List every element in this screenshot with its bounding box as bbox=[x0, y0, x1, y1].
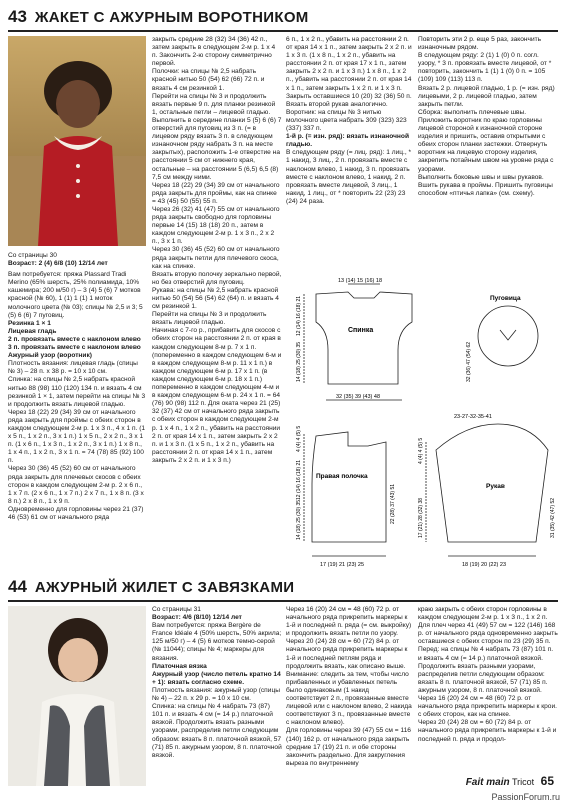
paragraph: Повторить эти 2 р. еще 5 раз, закончить изнаночным рядом. bbox=[418, 36, 542, 52]
sleeve-pattern bbox=[426, 424, 548, 556]
paragraph: Через 18 (22) 29 (34) 39 см от начального ряда закрыть для проймы, как на спинке = 43 (45) 50 (55) 55 п. bbox=[152, 181, 280, 205]
front-right-dim: 22 (28) 37 (43) 51 bbox=[390, 483, 396, 524]
paragraph: Возраст: 2 (4) 6/8 (10) 12/14 лет bbox=[8, 260, 108, 268]
paragraph: Полочки: на спицы № 2,5 набрать красной нитью 50 (54) 62 (66) 72 п. и вязать 4 см резинкой 1. bbox=[152, 68, 265, 92]
front-label: Правая полочка bbox=[316, 473, 368, 480]
paragraph: Вам потребуется: пряжа Plassard Tradi Merino (65% шерсть, 25% полиамида, 10% кашемира; 200 м/50 г) – 3 (4) 5 (6) 7 мотков красной (№ 60), 1 (1) 1 (1) 1 моток молочного цвета (№ 03); спицы № 2,5 и 3; 5 (5) 6 (6) 7 пуговиц. bbox=[8, 271, 143, 319]
pattern-diagrams bbox=[286, 274, 558, 572]
divider bbox=[8, 600, 558, 602]
section-title: АЖУРНЫЙ ЖИЛЕТ С ЗАВЯЗКАМИ bbox=[34, 578, 295, 596]
paragraph: Перейти на спицы № 3 и продолжить вязать первые 9 п. для планки резинкой 1, остальные петли – лицевой гладью. bbox=[152, 92, 276, 116]
back-left-dim-2: 14 (18) 25 (30) 35 bbox=[296, 341, 302, 382]
watermark: PassionForum.ru bbox=[491, 792, 560, 802]
paragraph: Возраст: 4/6 (8/10) 12/14 лет bbox=[152, 614, 242, 622]
divider bbox=[8, 30, 558, 32]
page-number: 65 bbox=[540, 774, 554, 788]
paragraph: Через 30 (36) 45 (52) 60 см от начального ряда закрыть петли для плечевого скоса, как на спинке. bbox=[152, 246, 280, 270]
magazine-name: Tricot bbox=[511, 777, 535, 787]
front-pattern bbox=[304, 432, 386, 556]
paragraph: Плотность вязания: ажурный узор (спицы № 4) – 22 п. х 29 р. = 10 х 10 см. bbox=[152, 686, 280, 703]
paragraph: Через 20 (24) 28 см = 60 (72) 84 р. от начального ряда прикрепить маркеры к 1-й и последней п. ряда и продол- bbox=[418, 719, 557, 743]
back-pattern bbox=[304, 284, 412, 400]
paragraph: закрыть средние 28 (32) 34 (36) 42 п., затем закрыть в следующем 2-м р. 1 х 4 п. Закончить 2-ю сторону симметрично первой. bbox=[152, 36, 276, 68]
text-column-1 bbox=[8, 252, 146, 570]
paragraph: Ажурный узор (воротник) bbox=[8, 352, 92, 360]
paragraph: 6 п., 1 х 2 п., убавить на расстоянии 2 п. от края 14 х 1 п., затем закрыть 2 х 2 п. и 1 х 3 п. (1 х 8 п., 1 х 2 п., убавить на расстоянии 2 п. от края 17 х 1 п., затем закрыть 2 х 2 п. и 1 х 3 п.) 1 х 8 п., 1 х 2 п., убавить на расстоянии 2 п. от края 14 х 1 п., затем закрыть 1 х 2 п. и 1 х 3 п. Закрыть оставшиеся 10 (20) 32 (36) 50 п. bbox=[286, 36, 412, 100]
button-label: Пуговица bbox=[490, 295, 521, 302]
section-header-44 bbox=[8, 576, 294, 598]
paragraph: Спинка: на спицы № 4 набрать 73 (87) 101 п. и вязать 4 см (= 14 р.) платочной вязкой. Продолжить вязать разными узорами, распределив петли следующим образом: вязать 8 п. платочной вязкой, 57 (71) 85 п. ажурным узором, 8 п. платочной вязкой. bbox=[152, 703, 282, 759]
paragraph: Резинка 1 × 1 bbox=[8, 319, 51, 327]
text-column-3 bbox=[286, 36, 412, 272]
button-side-dim: 32 (36) 47 (54) 62 bbox=[466, 341, 472, 382]
text-column-4 bbox=[418, 36, 558, 272]
page-footer bbox=[466, 774, 554, 788]
text-column-6 bbox=[286, 606, 412, 782]
paragraph: Перед: на спицы № 4 набрать 73 (87) 101 п. и вязать 4 см (= 14 р.) платочной вязкой. Продолжить вязать разными узорами, распределив петли следующим образом: вязать 8 п. платочной вязкой, 57 (71) 85 п. ажурным узором, 8 п. платочной вязкой. bbox=[418, 646, 554, 694]
paragraph: Со страницы 31 bbox=[152, 606, 201, 613]
paragraph: В следующем ряду (= лиц. ряд): 1 лиц., * 1 накид, 3 лиц., 2 п. провязать вместе с наклоном влево, 1 накид, 3 п. провязать вместе с наклоном влево, 1 накид, 2 п. провязать вместе лицевой, 3 лиц., 1 накид, 1 лиц., от * повторить 22 (23) 23 (24) 24 раза. bbox=[286, 149, 412, 205]
paragraph: Со страницы 30 bbox=[8, 252, 57, 259]
section-header-43 bbox=[8, 6, 309, 28]
paragraph: Выполнить в середине планки 5 (5) 6 (6) 7 отверстий для пуговиц из 3 п. (= в лицевом ряду вязать 3 п. в следующем изнаночном ряду набрать 3 п. на месте закрытых), расположить 1-е отверстие на расстоянии 5 см от нижнего края, остальные – на расстоянии 5 (6,5) 6,5 (8) 7,5 см между ними. bbox=[152, 116, 282, 181]
paragraph: Вязать второй рукав аналогично. bbox=[286, 100, 388, 108]
paragraph: В следующем ряду: 2 (1) 1 (0) 0 п. согл. узору, * 3 п. провязать вместе лицевой, от * повторить, закончить 1 (1) 1 (0) 0 п. = 105 (109) 109 (113) 113 п. bbox=[418, 52, 552, 84]
paragraph: Плотность вязания: лицевая гладь (спицы № 3) – 28 п. х 38 р. = 10 х 10 см. bbox=[8, 360, 138, 376]
back-label: Спинка bbox=[348, 327, 374, 334]
button-diagram bbox=[478, 306, 538, 366]
front-bottom-dim: 17 (19) 21 (23) 25 bbox=[320, 562, 365, 568]
paragraph: Через 16 (20) 24 см = 48 (60) 72 р. от начального ряда прикрепить маркеры к крои. с обеих сторон, как на спинке. bbox=[418, 695, 557, 719]
text-column-7 bbox=[418, 606, 558, 766]
front-left-dim-3: 14 (18) 25 (30) 35 bbox=[296, 499, 302, 540]
front-left-dim-1: 4 (4) 4 (5) 5 bbox=[296, 425, 302, 452]
paragraph: Через 18 (22) 29 (34) 39 см от начального ряда закрыть для проймы с обеих сторон в каждом следующем 2-м р. 1 х 3 п., 4 х 1 п. (1 х 5 п., 1 х 2 п., 3 х 1 п.) 1 х 5 п., 2 х 2 п., 3 х 1 п. (1 х 6 п., 1 х 3 п., 1 х 2 п., 3 х 1 п.) 1 х 8 п., 1 х 4 п., 1 х 2 п., 3 х 1 п. = 74 (78) 85 (92) 100 п. bbox=[8, 408, 146, 465]
paragraph: Через 16 (20) 24 см = 48 (60) 72 р. от начального ряда прикрепить маркеры к 1-й и последней п. ряда (= см. выкройку) и продолжить вязать петли по узору. bbox=[286, 606, 412, 638]
sleeve-label: Рукав bbox=[486, 483, 505, 490]
paragraph: Вам потребуется: пряжа Bergère de France Idéale 4 (50% шерсть, 50% акрила; 125 м/50 г) – 4 (5) 6 мотков темно-серой (№ 11044); спицы № 4; маркеры для вязания. bbox=[152, 622, 282, 662]
section-number: 44 bbox=[8, 577, 27, 596]
sleeve-bottom-dim: 18 (19) 20 (22) 23 bbox=[462, 562, 507, 568]
sleeve-top-dim: 23-27-32-35-41 bbox=[454, 414, 492, 420]
brand-logo: Fait main bbox=[465, 777, 510, 788]
paragraph: Рукава: на спицы № 2,5 набрать красной нитью 50 (54) 56 (54) 62 (64) п. и вязать 4 см резинкой 1. bbox=[152, 286, 279, 311]
sleeve-right-dim: 31 (35) 42 (47) 52 bbox=[550, 497, 556, 538]
front-left-dim-2: 12 (14) 16 (18) 21 bbox=[296, 459, 302, 500]
paragraph: Сборка: выполнить плечевые швы. Приложить воротник по краю горловины лицевой стороной к изнаночной стороне изделия и пришить, оставив открытыми с обеих сторон планки застежки. Отвернуть воротник на лицевую сторону изделия, закрепить потайным швом на уровне ряда с узорами. bbox=[418, 108, 554, 173]
paragraph: Через 30 (36) 45 (52) 60 см от начального ряда закрыть для плечевых скосов с обеих сторон в каждом следующем 2-м р. 2 х 6 п., 1 х 7 п. (2 х 6 п., 1 х 7 п.) 2 х 7 п., 1 х 8 п. (3 х 8 п.) 2 х 8 п., 1 х 9 п. bbox=[8, 465, 144, 505]
paragraph: 1-й р. (= изн. ряд): вязать изнаночной гладью. bbox=[286, 133, 409, 149]
back-bottom-dim: 32 (35) 39 (43) 48 bbox=[336, 394, 381, 400]
paragraph: Внимание: следить за тем, чтобы число прибавленных и убавленных петель было одинаковым (1 накид соответствует 2 п., провязанные вместе лицевой или с наклоном влево, 2 накида соответствуют 3 п., провязанные вместе с наклоном влево). bbox=[286, 670, 412, 727]
sleeve-left-dim-1: 4 (4) 4 (5) 5 bbox=[418, 437, 424, 464]
paragraph: Вязать 2 р. лицевой гладью, 1 р. (= изн. ряд) лицевыми, 2 р. лицевой гладью, затем закрыть петли. bbox=[418, 84, 555, 108]
paragraph: Одновременно для горловины через 21 (37) 46 (53) 61 см от начального ряда bbox=[8, 505, 144, 521]
section-title: ЖАКЕТ С АЖУРНЫМ ВОРОТНИКОМ bbox=[34, 8, 309, 26]
paragraph: 2 п. провязать вместе с наклоном влево bbox=[8, 335, 141, 343]
paragraph: 3 п. провязать вместе с наклоном влево bbox=[8, 344, 141, 352]
paragraph: Начиная с 7-го р., прибавить для скосов с обеих сторон на расстоянии 2 п. от края в каждом следующем 8-м р. 7 х 1 п. (попеременно в каждом следующем 6-м и в каждом следующем 8-м р. 11 х 1 п.) в каждом следующем 6-м р. 17 х 1 п. (в каждом следующем 6-м р. 18 х 1 п.) попеременно в каждом следующем 4-м и в каждом следующем 6-м р. 24 х 1 п. = 64 (76) 90 (98) 112 п. Для оката через 21 (25) 32 (37) 42 см от начального ряда закрыть с обеих сторон в каждом следующем 2-м р. 1 х 4 п., 1 х 2 п., убавить на расстоянии 2 п. от края 14 х 1 п., затем закрыть 2 х 2 п. и 1 х 3 п. (1 х 5 п., 1 х 2 п., убавить на расстоянии 2 п. от края 14 х 1 п., затем закрыть 2 х 2 п. и 1 х 3 п.) bbox=[152, 327, 282, 464]
sleeve-left-dim-2: 17 (21) 28 (32) 38 bbox=[418, 497, 424, 538]
paragraph: Выполнить боковые швы и швы рукавов. Вшить рукава в проймы. Пришить пуговицы способом «птичья лапка» (см. схему). bbox=[418, 173, 553, 197]
paragraph: Лицевая гладь bbox=[8, 327, 57, 335]
section-number: 43 bbox=[8, 7, 27, 26]
paragraph: Воротник: на спицы № 3 нитью молочного цвета набрать 309 (323) 323 (337) 337 п. bbox=[286, 108, 407, 133]
text-column-2 bbox=[152, 36, 282, 570]
paragraph: Ажурный узор (число петель кратно 14 + 1): вязать согласно схеме. bbox=[152, 670, 281, 686]
back-top-dim: 13 (14) 15 (16) 18 bbox=[338, 278, 383, 284]
paragraph: Платочная вязка bbox=[152, 662, 207, 670]
paragraph: Перейти на спицы № 3 и продолжить вязать лицевой гладью. bbox=[152, 311, 267, 327]
paragraph: краю закрыть с обеих сторон горловины в каждом следующем 2-м р. 1 х 3 п., 1 х 2 п. bbox=[418, 606, 548, 622]
paragraph: Через 20 (24) 28 см = 60 (72) 84 р. от начального ряда прикрепить маркеры к 1-й и последней петлям ряда и продолжить вязать, как описано выше. bbox=[286, 638, 408, 670]
paragraph: Вязать вторую полочку зеркально первой, но без отверстий для пуговиц. bbox=[152, 270, 282, 286]
paragraph: Через 26 (32) 41 (47) 55 см от начального ряда закрыть свободно для горловины первые 14 (15) 18 (18) 20 п., затем в каждом следующем 2-м р. 1 х 3 п., 2 х 2 п., 3 х 1 п. bbox=[152, 205, 280, 246]
photo-girl-grey-vest bbox=[8, 606, 146, 786]
photo-girl-red-cardigan bbox=[8, 36, 146, 246]
paragraph: Спинка: на спицы № 2,5 набрать красной нитью 88 (98) 110 (120) 134 п. и вязать 4 см резинкой 1 × 1, затем перейти на спицы № 3 и продолжить вязать лицевой гладью. bbox=[8, 376, 146, 408]
paragraph: Для плеч через 41 (49) 57 см = 122 (146) 168 р. от начального ряда одновременно закрыть оставшиеся с обеих сторон по 23 (29) 35 п. bbox=[418, 622, 558, 646]
paragraph: Для горловины через 39 (47) 55 см = 116 (140) 162 р. от начального ряда закрыть средние 17 (19) 21 п. и обе стороны закончить раздельно. Для закругления выреза по внутреннему bbox=[286, 727, 411, 767]
back-left-dim-1: 12 (14) 16 (18) 21 bbox=[296, 295, 302, 336]
text-column-5 bbox=[152, 606, 282, 782]
